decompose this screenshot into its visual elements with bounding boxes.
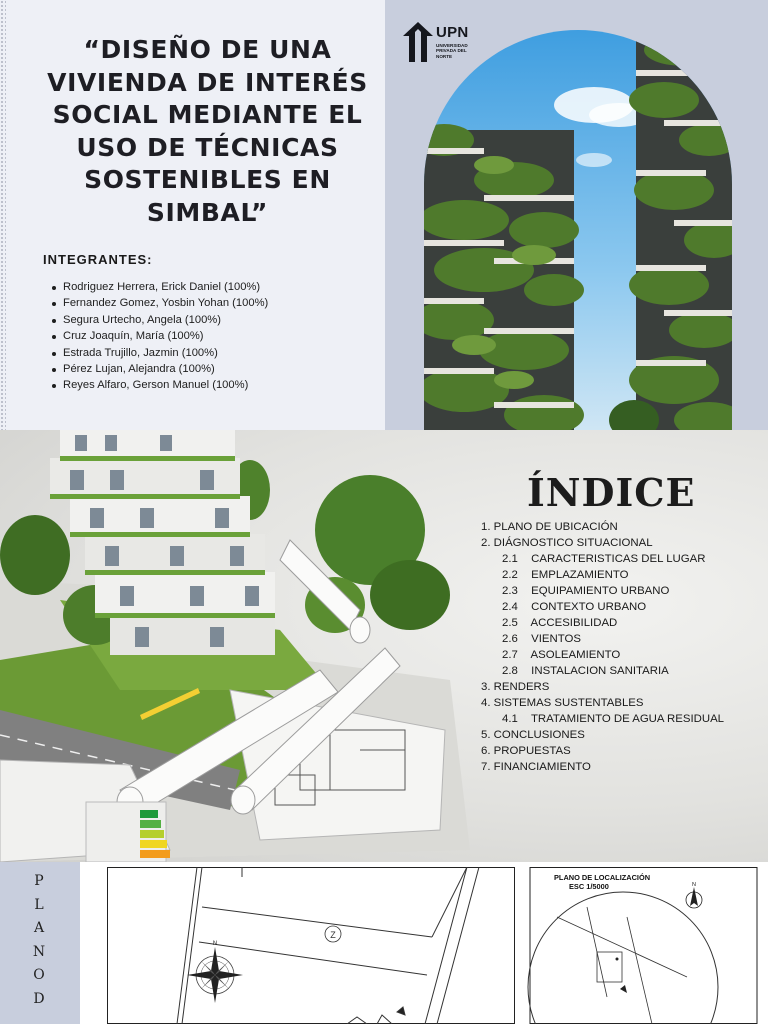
index-item-label: TRATAMIENTO DE AGUA RESIDUAL (530, 713, 725, 725)
team-member: Reyes Alfaro, Gerson Manuel (100%) (52, 377, 268, 393)
team-heading: INTEGRANTES: (43, 252, 153, 267)
index-item-label: DIÁGNOSTICO SITUACIONAL (493, 537, 653, 549)
vertical-title (27, 870, 53, 1011)
index-item-number: 1. (481, 521, 491, 533)
upn-logo (403, 22, 473, 66)
index-item-number: 2.2 (502, 569, 518, 581)
index-list (481, 519, 724, 775)
north-arrow-label: N (692, 882, 696, 888)
index-item (481, 679, 724, 695)
index-item-number: 4. (481, 697, 491, 709)
index-item-label: CONCLUSIONES (493, 729, 585, 741)
vertical-title-letter: O (33, 967, 47, 983)
logo-text: UPN (436, 24, 469, 41)
index-item-label: RENDERS (493, 681, 550, 693)
vertical-title-letter: D (33, 990, 47, 1007)
index-item-number: 5. (481, 729, 491, 741)
team-member: Estrada Trujillo, Jazmin (100%) (52, 345, 268, 361)
index-item (481, 743, 724, 759)
index-item-number: 2.1 (502, 553, 518, 565)
index-subitem (481, 631, 724, 647)
index-item-number: 7. (481, 761, 491, 773)
index-item-label: PROPUESTAS (493, 745, 571, 757)
cover-slide (0, 0, 768, 430)
dotted-border (0, 0, 6, 430)
index-slide (0, 430, 768, 862)
index-item-number: 4.1 (502, 713, 518, 725)
vertical-title-letter: A (33, 920, 47, 936)
team-member: Segura Urtecho, Angela (100%) (52, 312, 268, 328)
compass-rose-icon (187, 941, 243, 1003)
index-item-number: 2.8 (502, 665, 518, 677)
vertical-title-letter: N (32, 943, 48, 960)
index-item (481, 695, 724, 711)
index-item-label: ACCESIBILIDAD (530, 617, 618, 629)
team-member: Cruz Joaquín, María (100%) (52, 328, 268, 344)
index-subitem (481, 615, 724, 631)
zone-label: Z (330, 930, 336, 940)
site-plan-drawing (107, 867, 758, 1024)
index-subitem (481, 711, 724, 727)
index-subitem (481, 647, 724, 663)
index-item (481, 519, 724, 535)
location-plan-scale: ESC 1/5000 (569, 882, 609, 891)
vertical-title-letter: P (34, 873, 46, 889)
index-item-number: 2.4 (502, 601, 518, 613)
plan-sidebar (0, 862, 80, 1024)
index-item-number: 2.6 (502, 633, 518, 645)
index-item (481, 759, 724, 775)
vertical-title-letter: L (34, 896, 46, 913)
index-subitem (481, 583, 724, 599)
index-title: ÍNDICE (527, 470, 696, 515)
green-building-photo (424, 30, 732, 430)
logo-subtext: UNIVERSIDAD PRIVADA DEL NORTE (436, 43, 468, 59)
index-item-number: 2. (481, 537, 491, 549)
team-member: Fernandez Gomez, Yosbin Yohan (100%) (52, 295, 268, 311)
index-subitem (481, 599, 724, 615)
location-plan-title: PLANO DE LOCALIZACIÓN (554, 873, 651, 882)
index-item-label: CONTEXTO URBANO (531, 601, 647, 613)
index-item-label: EQUIPAMIENTO URBANO (531, 585, 670, 597)
index-item-label: CARACTERISTICAS DEL LUGAR (531, 553, 706, 565)
index-item-label: VIENTOS (531, 633, 581, 645)
index-subitem (481, 551, 724, 567)
north-arrow-icon (686, 882, 702, 908)
index-item-label: EMPLAZAMIENTO (531, 569, 629, 581)
index-item-label: ASOLEAMIENTO (530, 649, 621, 661)
index-subitem (481, 567, 724, 583)
architecture-render-photo (0, 430, 470, 862)
index-item-number: 2.3 (502, 585, 518, 597)
index-item-label: INSTALACION SANITARIA (531, 665, 669, 677)
index-item-number: 2.7 (502, 649, 518, 661)
index-item (481, 535, 724, 551)
index-item-number: 6. (481, 745, 491, 757)
team-list (52, 279, 268, 394)
index-subitem (481, 663, 724, 679)
index-item-number: 2.5 (502, 617, 518, 629)
plan-slide (0, 862, 768, 1024)
compass-north-label: N (212, 941, 218, 947)
index-item-label: FINANCIAMIENTO (493, 761, 591, 773)
cover-title: “DISEÑO DE UNA VIVIENDA DE INTERÉS SOCIAL MEDIANTE EL USO DE TÉCNICAS SOSTENIBLES EN SIMBAL” (47, 35, 368, 227)
team-member: Pérez Lujan, Alejandra (100%) (52, 361, 268, 377)
index-item-label: PLANO DE UBICACIÓN (493, 521, 618, 533)
team-member: Rodriguez Herrera, Erick Daniel (100%) (52, 279, 268, 295)
index-item (481, 727, 724, 743)
index-item-number: 3. (481, 681, 491, 693)
index-item-label: SISTEMAS SUSTENTABLES (493, 697, 644, 709)
upn-logo-icon (403, 22, 433, 62)
